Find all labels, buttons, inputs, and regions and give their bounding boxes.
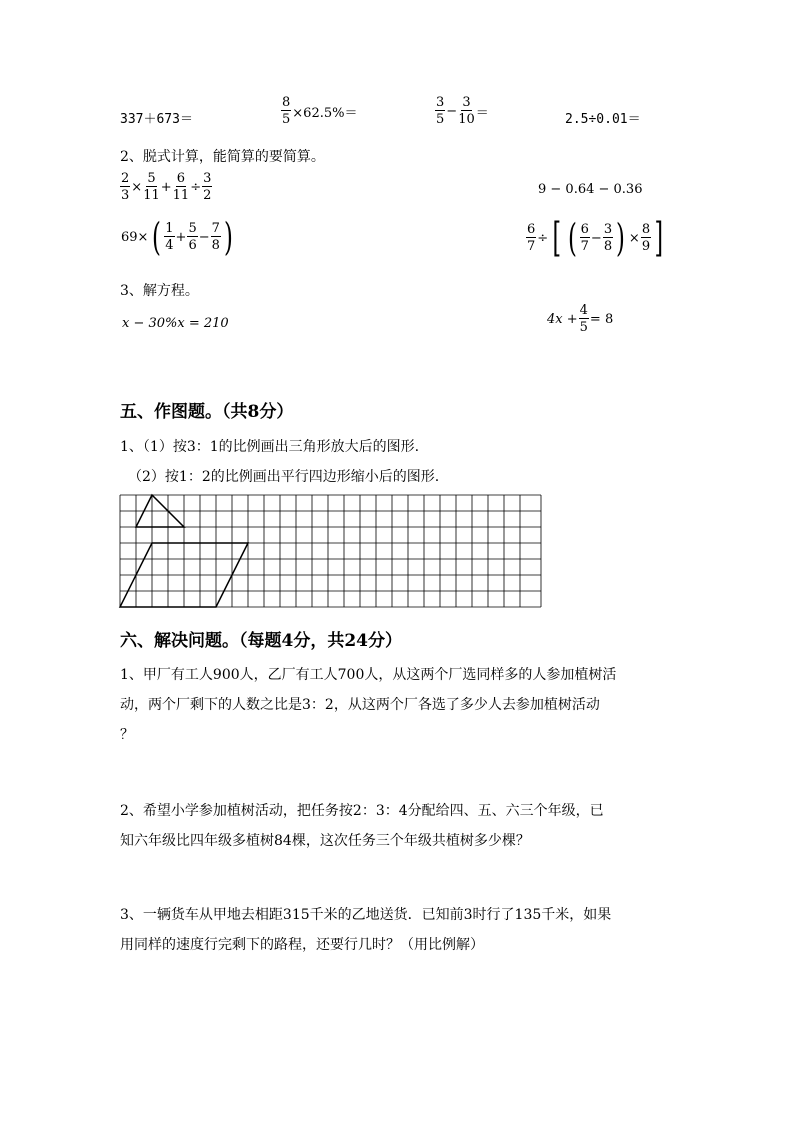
problem-3-line1: 3、一辆货车从甲地去相距315千米的乙地送货．已知前3时行了135千米，如果 (120, 907, 612, 923)
problem-3-line2: 用同样的速度行完剩下的路程，还要行几时？（用比例解） (120, 937, 484, 953)
calc-q4: 2.5÷0.01＝ (565, 112, 641, 127)
fraction: $\frac{3}{5}$ (436, 95, 445, 127)
calc-q3 (435, 96, 490, 126)
equation-2: 4x + $\frac{4}{5}$ = 8 (547, 303, 614, 335)
calc-q2-rest: ×62.5%＝ (292, 105, 358, 121)
part6-heading: 六、解决问题。（每题4分，共24分） (120, 631, 402, 651)
problem-2-line1: 2、希望小学参加植树活动，把任务按2：3：4分配给四、五、六三个年级，已 (120, 803, 604, 819)
operator: − (446, 103, 458, 119)
fraction: $\frac{8}{5}$ (282, 95, 291, 127)
expr-1: $\frac{2}{3}$ × $\frac{5}{11}$ + $\frac{6}{11}$ ÷ $\frac{3}{2}$ (121, 171, 212, 203)
calc-q1: 337＋673＝ (120, 112, 193, 127)
part5-line2: （2）按1：2的比例画出平行四边形缩小后的图形. (128, 469, 440, 485)
problem-1-line3: ？ (120, 727, 134, 743)
fraction: $\frac{3}{10}$ (458, 95, 475, 127)
expr-2: 9 − 0.64 − 0.36 (538, 182, 643, 197)
sec3-title: 3、解方程。 (120, 283, 199, 299)
part5-heading: 五、作图题。（共8分） (120, 402, 294, 422)
expr-4: $\frac{6}{7}$ ÷ [ ( $\frac{6}{7}$ − $\frac{3}{8}$ ) × $\frac{8}{9}$ ] (527, 215, 664, 261)
sec2-title: 2、脱式计算，能简算的要简算。 (120, 149, 325, 165)
problem-1-line1: 1、甲厂有工人900人，乙厂有工人700人，从这两个厂选同样多的人参加植树活 (120, 667, 617, 683)
problem-1-line2: 动，两个厂剩下的人数之比是3：2，从这两个厂各选了多少人去参加植树活动 (120, 697, 600, 713)
equals: ＝ (475, 105, 489, 121)
problem-2-line2: 知六年级比四年级多植树84棵，这次任务三个年级共植树多少棵？ (120, 833, 530, 849)
expr-3: 69× ( $\frac{1}{4}$ + $\frac{5}{6}$ − $\frac{7}{8}$ ) (121, 215, 233, 259)
calc-q2 (281, 96, 358, 126)
drawing-grid (118, 492, 544, 610)
grid-lines (120, 495, 541, 607)
equation-1: x − 30%x = 210 (122, 316, 229, 331)
part5-line1: 1、（1）按3：1的比例画出三角形放大后的图形. (120, 439, 420, 455)
